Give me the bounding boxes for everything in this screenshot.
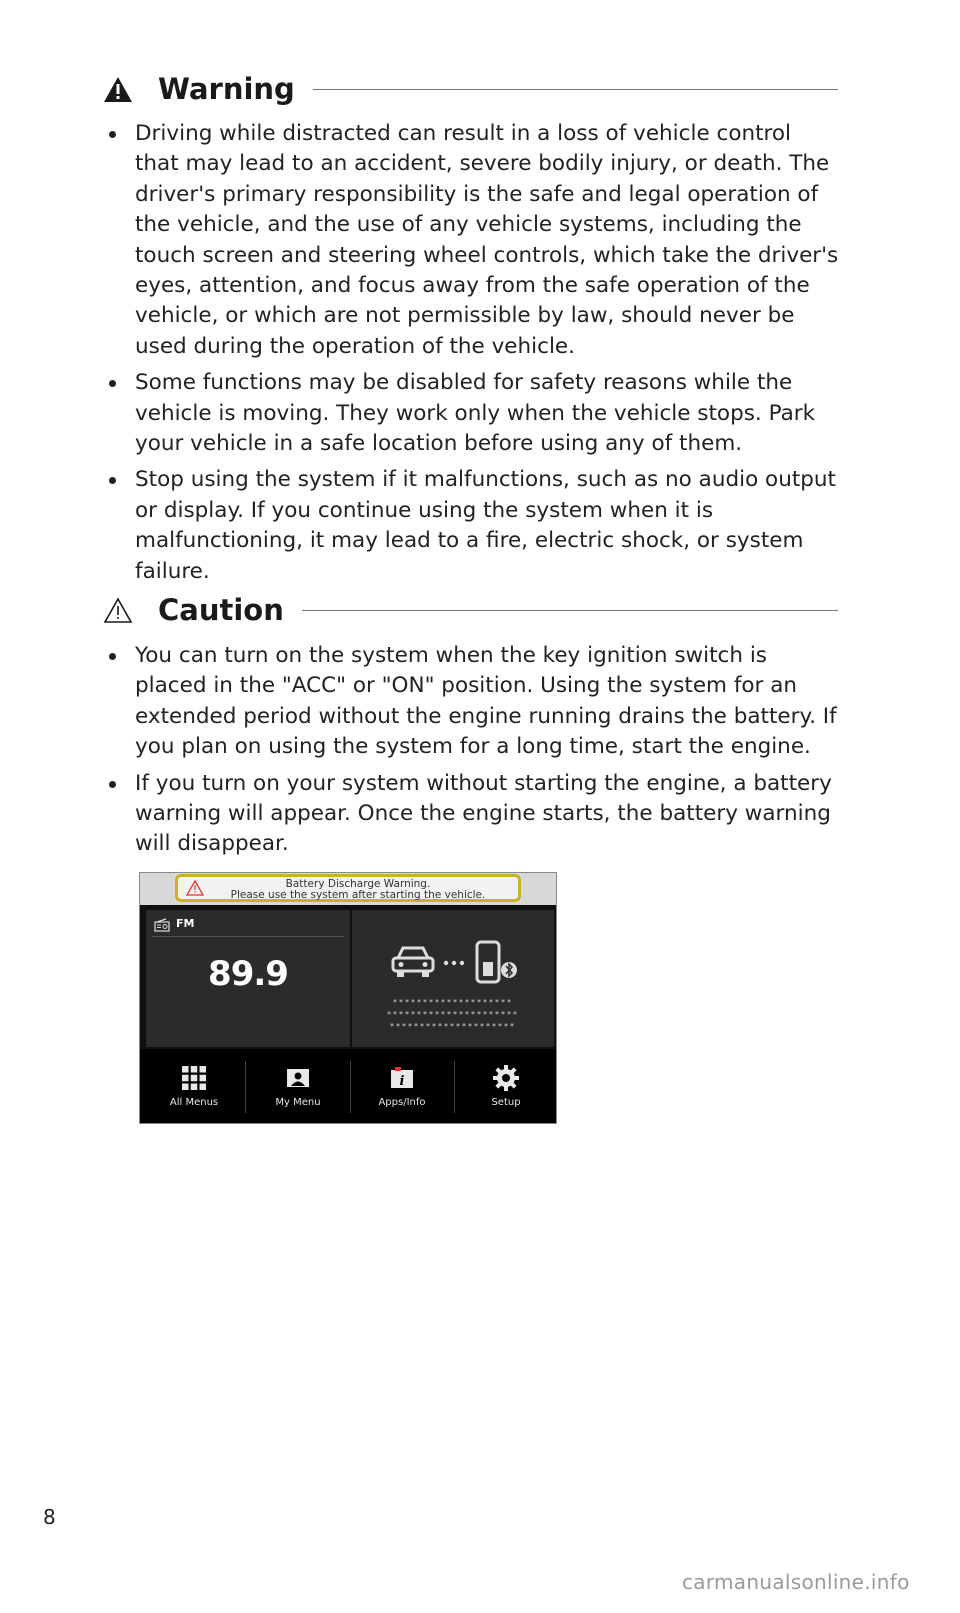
list-item: You can turn on the system when the key ignition switch is placed in the "ACC" or "ON" position. Using the system for an extended period without the engine running drains the battery. If you plan on using the system for a long time, start the engine. [105, 641, 840, 763]
menu-label: All Menus [169, 1097, 219, 1108]
car-icon [390, 944, 436, 984]
menu-label: Apps/Info [378, 1097, 426, 1108]
caution-rule [302, 610, 838, 611]
caution-list [105, 641, 840, 866]
caution-title: Caution [158, 593, 284, 627]
warning-title: Warning [158, 72, 295, 106]
radio-icon [154, 917, 170, 931]
masked-text-line: ********************* [390, 1022, 516, 1031]
svg-text:i: i [399, 1074, 405, 1089]
warning-list [105, 119, 840, 593]
info-card-icon [389, 1065, 415, 1091]
menu-label: Setup [491, 1097, 521, 1108]
masked-text-line: ******************** [393, 998, 513, 1007]
setup-button[interactable] [454, 1049, 557, 1124]
masked-text-line: ********************** [387, 1010, 519, 1019]
grid-icon [181, 1065, 207, 1091]
person-folder-icon [285, 1065, 311, 1091]
warning-heading [98, 67, 838, 111]
popup-message: Please use the system after starting the vehicle. [230, 889, 486, 901]
site-watermark: carmanualsonline.info [682, 1570, 910, 1594]
caution-heading [98, 588, 838, 632]
apps-info-button[interactable] [350, 1049, 454, 1124]
infotainment-screenshot [139, 872, 557, 1124]
warning-rule [313, 89, 838, 90]
phone-connect-widget[interactable] [352, 910, 554, 1047]
menu-label: My Menu [275, 1097, 321, 1108]
my-menu-button[interactable] [246, 1049, 350, 1124]
page-number: 8 [43, 1505, 56, 1529]
list-item: If you turn on your system without starting the engine, a battery warning will appear. Once the engine starts, the battery warning will disappear. [105, 769, 840, 860]
popup-title: Battery Discharge Warning. [285, 878, 431, 890]
warning-triangle-icon [98, 69, 138, 109]
list-item: Driving while distracted can result in a loss of vehicle control that may lead to an accident, severe bodily injury, or death. The driver's primary responsibility is the safe and legal operation of the vehicle, and the use of any vehicle systems, including the touch screen and steering wheel controls, which take the driver's eyes, attention, and focus away from the safe operation of the vehicle, or which are not permissible by law, should never be used during the operation of the vehicle. [105, 119, 840, 362]
battery-warning-popup[interactable] [175, 874, 521, 902]
radio-widget[interactable] [146, 910, 350, 1047]
caution-triangle-icon [98, 590, 138, 630]
divider [152, 936, 344, 937]
bottom-menu-bar [140, 1049, 557, 1124]
list-item: Some functions may be disabled for safety reasons while the vehicle is moving. They work only when the vehicle stops. Park your vehicle in a safe location before using any of them. [105, 368, 840, 459]
radio-frequency: 89.9 [208, 954, 288, 994]
gear-icon [493, 1065, 519, 1091]
phone-bluetooth-icon [474, 940, 520, 990]
dots-icon [442, 952, 466, 971]
list-item: Stop using the system if it malfunctions, such as no audio output or display. If you continue using the system when it is malfunctioning, it may lead to a fire, electric shock, or system failure. [105, 465, 840, 587]
radio-band: FM [176, 917, 195, 930]
all-menus-button[interactable] [142, 1049, 246, 1124]
